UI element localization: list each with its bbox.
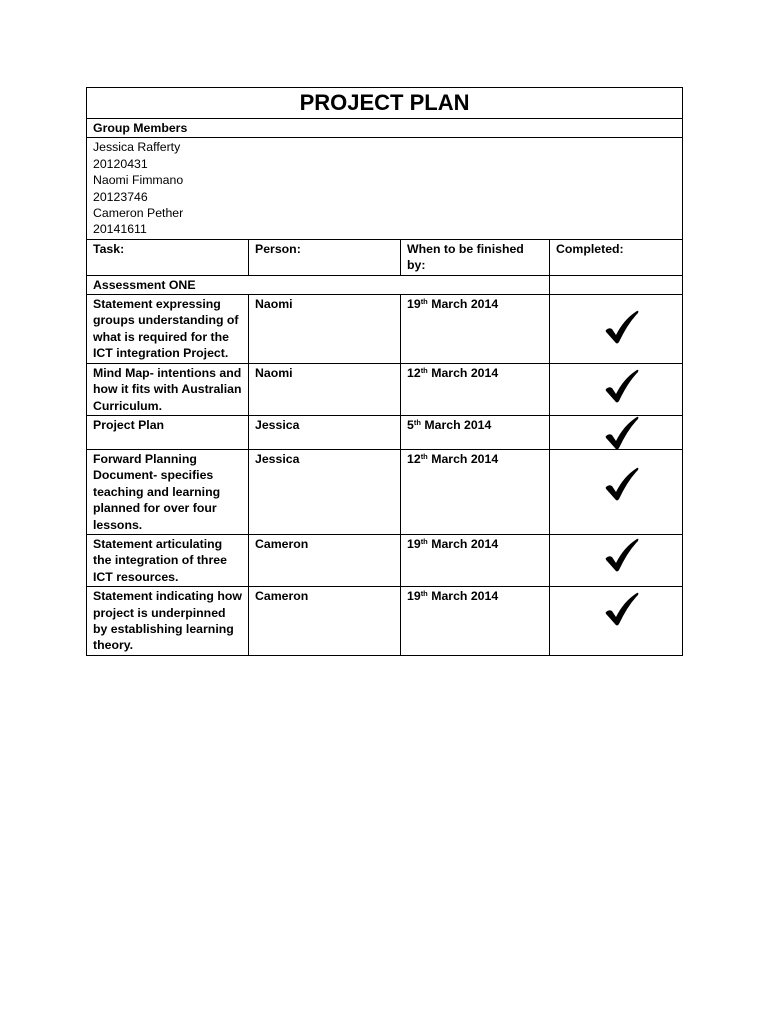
member-name: Naomi Fimmano (93, 173, 184, 188)
task-due-date (401, 363, 550, 415)
title-row (87, 88, 683, 119)
task-completed (550, 449, 683, 534)
task-person: Cameron (249, 587, 401, 656)
member-name: Jessica Rafferty (93, 140, 181, 155)
due-month-year: March 2014 (431, 451, 499, 466)
due-month-year: March 2014 (431, 297, 499, 312)
task-row (87, 587, 683, 656)
member-id: 20123746 (93, 189, 148, 204)
task-due-date (401, 587, 550, 656)
task-row (87, 295, 683, 364)
task-completed (550, 415, 683, 449)
column-header-row (87, 239, 683, 275)
due-day: 12 (407, 451, 421, 466)
task-description: Forward Planning Document- specifies teaching and learning planned for over four lessons. (87, 449, 249, 534)
check-mark-icon (604, 415, 640, 451)
task-rows (87, 295, 683, 656)
due-day: 5 (407, 417, 414, 432)
check-mark-icon (604, 466, 640, 502)
completed-check (604, 309, 640, 345)
task-completed (550, 363, 683, 415)
group-members-row (87, 138, 683, 239)
member-id: 20120431 (93, 156, 148, 171)
member-name: Cameron Pether (93, 206, 184, 221)
task-person: Cameron (249, 534, 401, 586)
task-due-date (401, 295, 550, 364)
task-completed (550, 295, 683, 364)
task-completed (550, 587, 683, 656)
section-empty-cell (550, 275, 683, 294)
task-person: Jessica (249, 415, 401, 449)
completed-check (604, 368, 640, 404)
task-due-date (401, 534, 550, 586)
check-mark-icon (604, 591, 640, 627)
completed-check (604, 466, 640, 502)
task-person: Naomi (249, 295, 401, 364)
check-mark-icon (604, 368, 640, 404)
task-row (87, 534, 683, 586)
due-day-suffix: th (420, 297, 428, 307)
due-day-suffix: th (420, 536, 428, 546)
task-description: Statement articulating the integration of three ICT resources. (87, 534, 249, 586)
header-task: Task: (87, 239, 249, 275)
task-row (87, 415, 683, 449)
task-row (87, 449, 683, 534)
section-label: Assessment ONE (87, 275, 550, 294)
due-month-year: March 2014 (431, 365, 499, 380)
due-month-year: March 2014 (431, 536, 499, 551)
header-completed: Completed: (550, 239, 683, 275)
task-description: Mind Map- intentions and how it fits with Australian Curriculum. (87, 363, 249, 415)
task-person: Jessica (249, 449, 401, 534)
task-description: Statement indicating how project is underpinned by establishing learning theory. (87, 587, 249, 656)
member-id: 20141611 (93, 222, 147, 237)
task-description: Project Plan (87, 415, 249, 449)
completed-check (604, 537, 640, 573)
due-day: 19 (407, 589, 421, 604)
task-due-date (401, 415, 550, 449)
section-row (87, 275, 683, 294)
due-day-suffix: th (420, 451, 428, 461)
due-day-suffix: th (420, 589, 428, 599)
task-completed (550, 534, 683, 586)
due-day-suffix: th (413, 417, 421, 427)
header-person: Person: (249, 239, 401, 275)
task-row (87, 363, 683, 415)
completed-check (604, 591, 640, 627)
project-plan-table (86, 87, 683, 656)
due-day-suffix: th (420, 365, 428, 375)
due-day: 12 (407, 365, 421, 380)
check-mark-icon (604, 537, 640, 573)
group-members-header-row (87, 119, 683, 138)
group-members-list (87, 138, 683, 239)
task-description: Statement expressing groups understanding of what is required for the ICT integration Project. (87, 295, 249, 364)
check-mark-icon (604, 309, 640, 345)
task-person: Naomi (249, 363, 401, 415)
due-day: 19 (407, 297, 421, 312)
due-month-year: March 2014 (431, 589, 499, 604)
due-month-year: March 2014 (424, 417, 492, 432)
task-due-date (401, 449, 550, 534)
due-day: 19 (407, 536, 421, 551)
page-title: PROJECT PLAN (87, 88, 683, 119)
completed-check (604, 415, 640, 451)
group-members-label: Group Members (87, 119, 683, 138)
header-when: When to be finished by: (401, 239, 550, 275)
